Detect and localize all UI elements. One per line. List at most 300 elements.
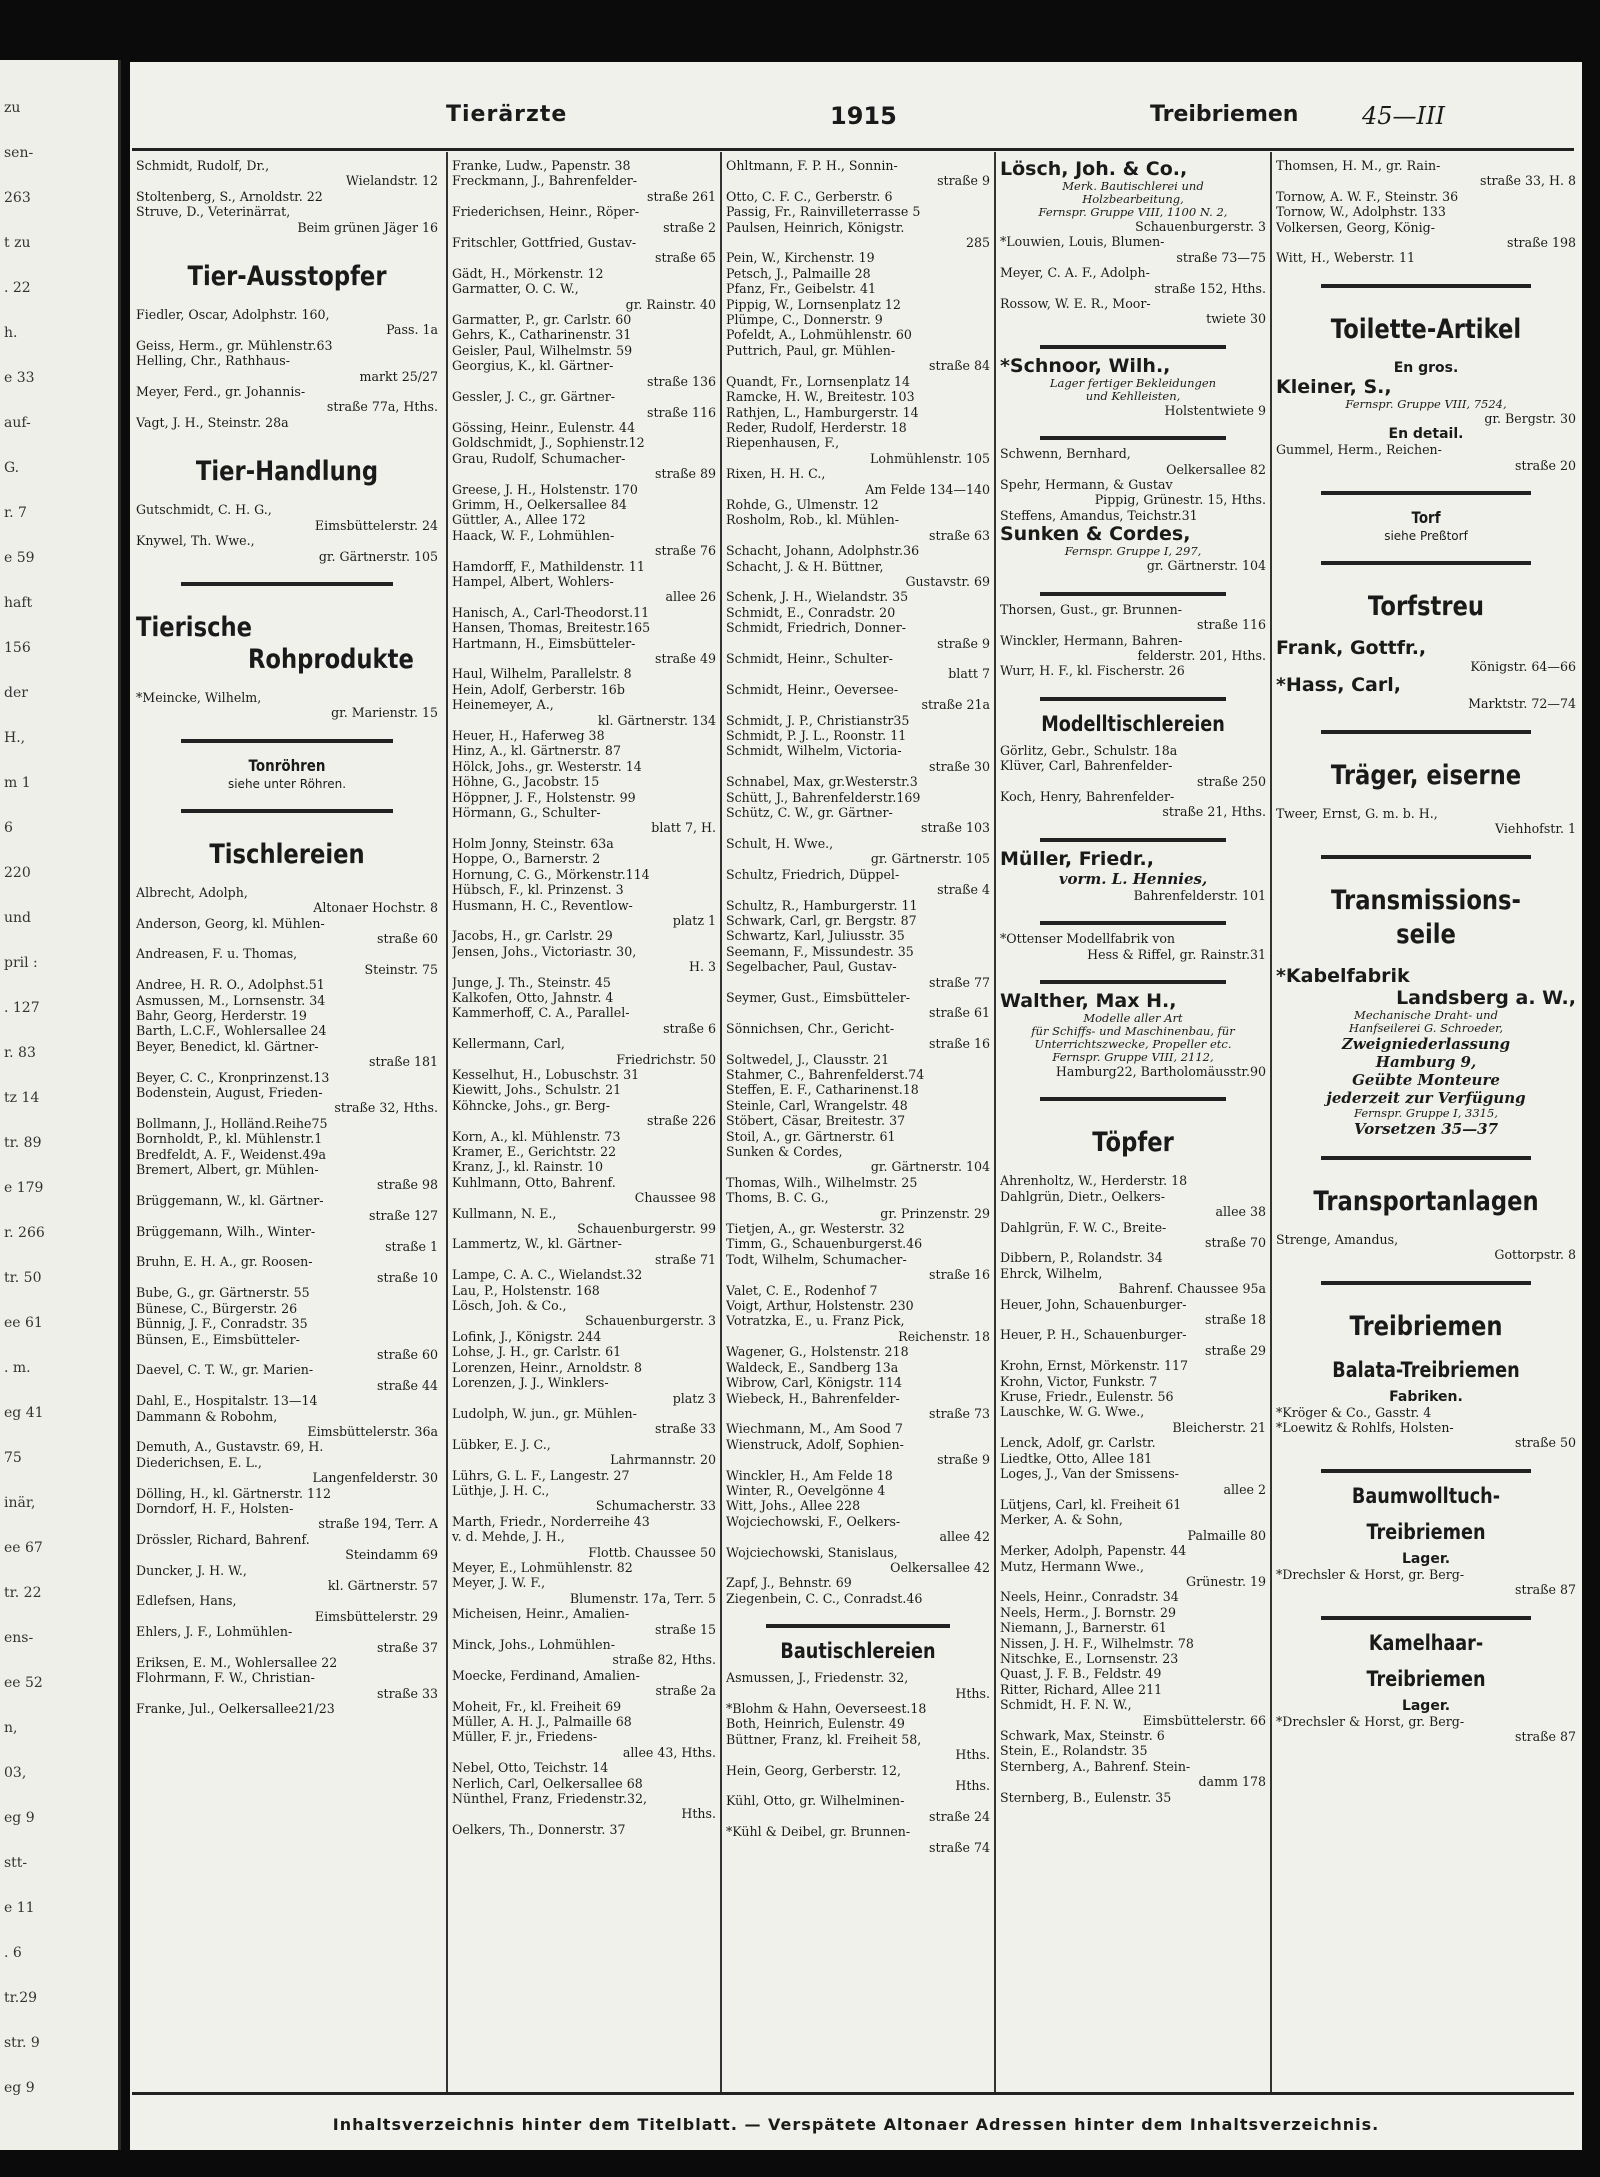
gutter-fragment: 75 bbox=[4, 1450, 22, 1466]
directory-entry bbox=[1000, 446, 1266, 477]
entry-name: Thomas, Wilh., Wilhelmstr. 25 bbox=[726, 1174, 918, 1190]
entry-name: Moecke, Ferdinand, Amalien- bbox=[452, 1667, 640, 1683]
directory-entry bbox=[1000, 1189, 1266, 1220]
directory-entry bbox=[726, 220, 990, 251]
entry-address: straße 9 bbox=[937, 1452, 990, 1468]
entry-name: Winter, R., Oevelgönne 4 bbox=[726, 1482, 886, 1498]
directory-entry bbox=[136, 533, 438, 564]
directory-entry bbox=[726, 1716, 990, 1731]
gutter-fragment: 220 bbox=[4, 865, 31, 881]
directory-entry bbox=[726, 497, 990, 512]
entry-address: allee 43, Hths. bbox=[622, 1744, 716, 1760]
entry-name: Quandt, Fr., Lornsenplatz 14 bbox=[726, 373, 910, 389]
entry-address: allee 42 bbox=[939, 1529, 990, 1545]
directory-entry bbox=[726, 1701, 990, 1716]
entry-name: Hinz, A., kl. Gärtnerstr. 87 bbox=[452, 743, 621, 759]
entry-address: straße 87 bbox=[1515, 1582, 1576, 1598]
gutter-fragment: . 127 bbox=[4, 1000, 40, 1016]
advert-detail: Unterrichtszwecke, Propeller etc. bbox=[1034, 1036, 1232, 1051]
directory-entry bbox=[726, 189, 990, 204]
entry-name: Heuer, John, Schauenburger- bbox=[1000, 1296, 1187, 1312]
gutter-fragment: ens- bbox=[4, 1630, 34, 1646]
entry-address: straße 21a bbox=[921, 697, 990, 713]
directory-entry bbox=[1000, 1636, 1266, 1651]
entry-name: Schmidt, Rudolf, Dr., bbox=[136, 158, 270, 173]
subsection-heading: Bautischlereien bbox=[780, 1639, 936, 1664]
entry-address: Blumenstr. 17a, Terr. 5 bbox=[569, 1590, 716, 1606]
entry-address: Gustavstr. 69 bbox=[905, 573, 990, 589]
directory-entry bbox=[726, 589, 990, 604]
entry-name: Moheit, Fr., kl. Freiheit 69 bbox=[452, 1698, 622, 1714]
entry-name: Tweer, Ernst, G. m. b. H., bbox=[1276, 805, 1438, 821]
entry-name: Duncker, J. H. W., bbox=[136, 1562, 247, 1578]
advert-tag: En gros. bbox=[1393, 359, 1459, 376]
directory-entry bbox=[452, 1298, 716, 1329]
entry-address: Flottb. Chaussee 50 bbox=[588, 1544, 716, 1560]
directory-entry bbox=[136, 1147, 438, 1162]
entry-address: Viehhofstr. 1 bbox=[1495, 821, 1576, 837]
gutter-fragment: . m. bbox=[4, 1360, 31, 1376]
advert-slogan: jederzeit zur Verfügung bbox=[1326, 1088, 1526, 1107]
directory-entry bbox=[136, 1532, 438, 1563]
directory-entry bbox=[726, 204, 990, 219]
entry-name: Schacht, Johann, Adolphstr.36 bbox=[726, 543, 920, 559]
gutter-fragment: str. 9 bbox=[4, 2035, 40, 2051]
directory-entry bbox=[136, 1193, 438, 1224]
directory-entry bbox=[726, 928, 990, 943]
directory-entry bbox=[452, 158, 716, 173]
section-heading-small: Tonröhren bbox=[248, 755, 326, 775]
entry-name: Plümpe, C., Donnerstr. 9 bbox=[726, 312, 883, 328]
entry-address: gr. Gärtnerstr. 104 bbox=[870, 1159, 990, 1175]
cross-reference: siehe Preßtorf bbox=[1384, 529, 1468, 544]
directory-entry bbox=[726, 1313, 990, 1344]
entry-name: Friederichsen, Heinr., Röper- bbox=[452, 204, 640, 220]
gutter-fragment: tz 14 bbox=[4, 1090, 40, 1106]
entry-name: Gutschmidt, C. H. G., bbox=[136, 502, 272, 518]
directory-entry bbox=[1000, 1389, 1266, 1404]
entry-name: Schult, H. Wwe., bbox=[726, 835, 834, 851]
entry-name: Dibbern, P., Rolandstr. 34 bbox=[1000, 1250, 1163, 1266]
entry-address: blatt 7, H. bbox=[651, 820, 716, 836]
entry-address: allee 38 bbox=[1215, 1204, 1266, 1220]
entry-name: Bube, G., gr. Gärtnerstr. 55 bbox=[136, 1285, 310, 1301]
directory-entry bbox=[1000, 931, 1266, 962]
directory-entry bbox=[452, 1375, 716, 1406]
entry-address: straße 250 bbox=[1197, 773, 1266, 789]
directory-entry bbox=[452, 281, 716, 312]
subsection-heading: Balata-Treibriemen bbox=[1332, 1357, 1520, 1382]
entry-name: Kramer, E., Gerichtstr. 22 bbox=[452, 1144, 617, 1159]
directory-entry bbox=[452, 990, 716, 1005]
directory-entry bbox=[726, 343, 990, 374]
directory-entry bbox=[136, 1362, 438, 1393]
directory-entry bbox=[452, 975, 716, 990]
entry-name: Hansen, Thomas, Breitestr.165 bbox=[452, 620, 651, 636]
directory-entry bbox=[136, 1285, 438, 1300]
entry-name: Bodenstein, August, Frieden- bbox=[136, 1085, 323, 1100]
directory-entry bbox=[452, 620, 716, 635]
entry-name: Gädt, H., Mörkenstr. 12 bbox=[452, 265, 604, 281]
entry-name: Schmidt, J. P., Christianstr35 bbox=[726, 712, 910, 728]
entry-address: twiete 30 bbox=[1206, 311, 1266, 327]
entry-address: Am Felde 134—140 bbox=[865, 481, 990, 497]
entry-name: Hornung, C. G., Mörkenstr.114 bbox=[452, 866, 650, 882]
entry-name: Niemann, J., Barnerstr. 61 bbox=[1000, 1620, 1167, 1636]
directory-entry bbox=[452, 1005, 716, 1036]
entry-name: Bredfeldt, A. F., Weidenst.49a bbox=[136, 1146, 327, 1162]
advert-name: Landsberg a. W., bbox=[1396, 986, 1576, 1009]
entry-name: Schacht, J. & H. Büttner, bbox=[726, 558, 884, 574]
entry-address: kl. Gärtnerstr. 134 bbox=[597, 712, 716, 728]
entry-name: Pippig, W., Lornsenplatz 12 bbox=[726, 296, 901, 312]
entry-name: Thorsen, Gust., gr. Brunnen- bbox=[1000, 601, 1182, 617]
directory-entry bbox=[136, 1039, 438, 1070]
entry-name: *Loewitz & Rohlfs, Holsten- bbox=[1276, 1419, 1454, 1435]
entry-name: Lenck, Adolf, gr. Carlstr. bbox=[1000, 1435, 1156, 1451]
entry-address: straße 63 bbox=[929, 527, 990, 543]
entry-address: gr. Prinzenstr. 29 bbox=[880, 1205, 990, 1221]
directory-entry bbox=[726, 1763, 990, 1794]
directory-entry bbox=[726, 1298, 990, 1313]
entry-name: Todt, Wilhelm, Schumacher- bbox=[726, 1251, 907, 1267]
section-heading: Träger, eiserne bbox=[1330, 759, 1522, 791]
directory-entry bbox=[726, 605, 990, 620]
section-separator bbox=[1040, 980, 1226, 984]
entry-name: Hartmann, H., Eimsbütteler- bbox=[452, 635, 636, 651]
entry-name: Schenk, J. H., Wielandstr. 35 bbox=[726, 589, 909, 605]
advert-tag: Fabriken. bbox=[1389, 1388, 1463, 1405]
section-separator bbox=[1040, 592, 1226, 596]
entry-address: straße 33, H. 8 bbox=[1480, 173, 1576, 189]
directory-entry bbox=[1000, 1666, 1266, 1681]
directory-entry bbox=[726, 281, 990, 296]
entry-address: straße 82, Hths. bbox=[612, 1652, 716, 1668]
entry-address: straße 74 bbox=[929, 1839, 990, 1855]
directory-entry bbox=[726, 620, 990, 651]
entry-address: straße 65 bbox=[655, 250, 716, 266]
gutter-fragment: eg 9 bbox=[4, 2080, 35, 2096]
directory-entry bbox=[1000, 663, 1266, 678]
column-1 bbox=[136, 158, 438, 2090]
entry-name: Rossow, W. E. R., Moor- bbox=[1000, 296, 1151, 312]
entry-name: Bruhn, E. H. A., gr. Roosen- bbox=[136, 1254, 313, 1270]
directory-entry bbox=[726, 959, 990, 990]
directory-entry bbox=[726, 1082, 990, 1097]
entry-name: Puttrich, Paul, gr. Mühlen- bbox=[726, 342, 896, 358]
directory-entry bbox=[726, 1824, 990, 1855]
directory-entry bbox=[726, 1067, 990, 1082]
entry-address: straße 15 bbox=[655, 1621, 716, 1637]
gutter-fragment: tr. 22 bbox=[4, 1585, 42, 1601]
directory-entry bbox=[1000, 477, 1266, 508]
entry-address: blatt 7 bbox=[948, 666, 990, 682]
entry-name: Lütjens, Carl, kl. Freiheit 61 bbox=[1000, 1496, 1182, 1512]
advert-detail: Merk. Bautischlerei und bbox=[1062, 179, 1204, 193]
gutter-fragment: stt- bbox=[4, 1855, 28, 1871]
entry-address: Beim grünen Jäger 16 bbox=[297, 219, 438, 235]
directory-entry bbox=[452, 1067, 716, 1082]
entry-address: straße 194, Terr. A bbox=[318, 1516, 438, 1532]
entry-name: Nebel, Otto, Teichstr. 14 bbox=[452, 1760, 609, 1776]
previous-page-edge bbox=[0, 60, 121, 2150]
gutter-fragment: n, bbox=[4, 1720, 18, 1736]
entry-name: Merker, Adolph, Papenstr. 44 bbox=[1000, 1543, 1187, 1559]
advert-name: Kleiner, S., bbox=[1276, 375, 1392, 398]
entry-address: Palmaille 80 bbox=[1187, 1527, 1266, 1543]
entry-name: Minck, Johs., Lohmühlen- bbox=[452, 1637, 616, 1652]
directory-entry bbox=[726, 1437, 990, 1468]
entry-name: Daevel, C. T. W., gr. Marien- bbox=[136, 1362, 314, 1378]
column-3 bbox=[726, 158, 990, 2090]
directory-entry bbox=[452, 1036, 716, 1067]
directory-entry bbox=[136, 384, 438, 415]
entry-name: Stein, E., Rolandstr. 35 bbox=[1000, 1743, 1148, 1759]
entry-name: Görlitz, Gebr., Schulstr. 18a bbox=[1000, 742, 1178, 758]
directory-entry bbox=[136, 204, 438, 235]
directory-entry bbox=[1000, 758, 1266, 789]
entry-name: Anderson, Georg, kl. Mühlen- bbox=[136, 915, 325, 931]
entry-name: Segelbacher, Paul, Gustav- bbox=[726, 959, 897, 975]
directory-entry bbox=[726, 420, 990, 435]
directory-entry bbox=[452, 790, 716, 805]
directory-entry bbox=[1000, 1435, 1266, 1450]
entry-name: Bünsen, E., Eimsbütteler- bbox=[136, 1331, 300, 1347]
section-separator bbox=[1321, 730, 1531, 734]
entry-address: Eimsbüttelerstr. 29 bbox=[314, 1608, 438, 1624]
directory-entry bbox=[1000, 1559, 1266, 1590]
entry-name: Bremert, Albert, gr. Mühlen- bbox=[136, 1162, 319, 1178]
advert-slogan: vorm. L. Hennies, bbox=[1058, 869, 1208, 888]
entry-address: gr. Gärtnerstr. 105 bbox=[870, 851, 990, 867]
directory-entry bbox=[452, 1729, 716, 1760]
section-separator bbox=[181, 582, 392, 586]
entry-address: allee 2 bbox=[1223, 1481, 1266, 1497]
directory-entry bbox=[452, 944, 716, 975]
gutter-fragment: 263 bbox=[4, 190, 31, 206]
directory-entry bbox=[136, 690, 438, 721]
section-separator bbox=[1321, 1469, 1531, 1473]
entry-name: Wiebeck, H., Bahrenfelder- bbox=[726, 1390, 900, 1406]
section-heading-small: Torf bbox=[1411, 508, 1441, 528]
entry-name: Schultz, R., Hamburgerstr. 11 bbox=[726, 897, 918, 913]
entry-address: straße 6 bbox=[663, 1020, 716, 1036]
directory-entry bbox=[452, 1082, 716, 1097]
entry-name: Mutz, Hermann Wwe., bbox=[1000, 1558, 1145, 1574]
gutter-fragment: e 11 bbox=[4, 1900, 35, 1916]
entry-name: Neels, Heinr., Conradstr. 34 bbox=[1000, 1589, 1179, 1605]
directory-entry bbox=[1276, 1567, 1576, 1598]
entry-name: Tietjen, A., gr. Westerstr. 32 bbox=[726, 1221, 905, 1237]
directory-entry bbox=[726, 1221, 990, 1236]
directory-entry bbox=[1000, 1220, 1266, 1251]
directory-entry bbox=[1276, 1232, 1576, 1263]
entry-address: straße 37 bbox=[377, 1639, 438, 1655]
directory-entry bbox=[726, 682, 990, 713]
entry-address: Lohmühlenstr. 105 bbox=[869, 450, 990, 466]
entry-address: Wielandstr. 12 bbox=[345, 173, 438, 189]
directory-entry bbox=[726, 374, 990, 389]
entry-name: Schmidt, P. J. L., Roonstr. 11 bbox=[726, 728, 907, 744]
directory-entry bbox=[452, 497, 716, 512]
entry-address: damm 178 bbox=[1198, 1774, 1266, 1790]
entry-name: Quast, J. F. B., Feldstr. 49 bbox=[1000, 1666, 1162, 1682]
section-separator bbox=[1321, 561, 1531, 565]
entry-address: Hths. bbox=[955, 1747, 990, 1763]
entry-address: straße 21, Hths. bbox=[1162, 804, 1266, 820]
section-separator bbox=[1321, 1616, 1531, 1620]
entry-name: Marth, Friedr., Norderreihe 43 bbox=[452, 1513, 650, 1529]
directory-entry bbox=[1000, 1620, 1266, 1635]
entry-name: Ritter, Richard, Allee 211 bbox=[1000, 1681, 1163, 1697]
entry-name: Merker, A. & Sohn, bbox=[1000, 1512, 1123, 1528]
entry-name: Hoppe, O., Barnerstr. 2 bbox=[452, 851, 601, 867]
entry-name: Edlefsen, Hans, bbox=[136, 1593, 237, 1609]
directory-entry bbox=[452, 1159, 716, 1174]
directory-entry bbox=[136, 1409, 438, 1440]
directory-entry bbox=[136, 1393, 438, 1408]
entry-name: Junge, J. Th., Steinstr. 45 bbox=[452, 974, 611, 990]
entry-address: straße 226 bbox=[647, 1113, 716, 1129]
entry-address: straße 32, Hths. bbox=[334, 1100, 438, 1116]
directory-entry bbox=[136, 1701, 438, 1716]
directory-entry bbox=[452, 327, 716, 342]
directory-entry bbox=[452, 1514, 716, 1529]
section-heading: Toilette-Artikel bbox=[1330, 313, 1522, 345]
gutter-fragment: . 6 bbox=[4, 1945, 22, 1961]
entry-name: Ohltmann, F. P. H., Sonnin- bbox=[726, 158, 898, 173]
directory-entry bbox=[726, 1113, 990, 1128]
section-heading: Tierische bbox=[136, 611, 253, 643]
advert-detail: Modelle aller Art bbox=[1083, 1010, 1183, 1025]
entry-name: Georgius, K., kl. Gärtner- bbox=[452, 358, 614, 374]
directory-entry bbox=[452, 805, 716, 836]
entry-name: Dammann & Robohm, bbox=[136, 1408, 278, 1424]
entry-name: Kalkofen, Otto, Jahnstr. 4 bbox=[452, 989, 614, 1005]
gutter-fragment: e 59 bbox=[4, 550, 35, 566]
entry-name: Ziegenbein, C. C., Conradst.46 bbox=[726, 1590, 923, 1606]
entry-name: Thoms, B. C. G., bbox=[726, 1190, 829, 1206]
gutter-fragment: 156 bbox=[4, 640, 31, 656]
entry-name: Goldschmidt, J., Sophienstr.12 bbox=[452, 435, 645, 451]
gutter-fragment: H., bbox=[4, 730, 26, 746]
entry-name: Rohde, G., Ulmenstr. 12 bbox=[726, 496, 879, 512]
directory-entry bbox=[726, 1793, 990, 1824]
advert-detail: Mechanische Draht- und bbox=[1354, 1007, 1498, 1022]
directory-entry bbox=[1000, 508, 1266, 523]
advert-name: *Hass, Carl, bbox=[1276, 674, 1401, 697]
entry-name: Stoltenberg, S., Arnoldstr. 22 bbox=[136, 188, 323, 204]
entry-name: Lösch, Joh. & Co., bbox=[452, 1298, 567, 1314]
entry-address: straße 84 bbox=[929, 358, 990, 374]
gutter-fragment: eg 41 bbox=[4, 1405, 44, 1421]
column-2 bbox=[452, 158, 716, 2090]
entry-name: Schmidt, E., Conradstr. 20 bbox=[726, 604, 896, 620]
entry-address: straße 73—75 bbox=[1176, 249, 1266, 265]
entry-address: straße 33 bbox=[655, 1421, 716, 1437]
entry-name: Schmidt, H. F. N. W., bbox=[1000, 1697, 1132, 1713]
entry-name: Dölling, H., kl. Gärtnerstr. 112 bbox=[136, 1485, 332, 1501]
section-heading: Tier-Ausstopfer bbox=[187, 261, 387, 293]
directory-entry bbox=[452, 204, 716, 235]
gutter-fragment: tr. 89 bbox=[4, 1135, 42, 1151]
entry-name: Otto, C. F. C., Gerberstr. 6 bbox=[726, 188, 893, 204]
advert-name: Lösch, Joh. & Co., bbox=[1000, 158, 1188, 180]
entry-name: Voigt, Arthur, Holstenstr. 230 bbox=[726, 1298, 914, 1314]
advert-name: Müller, Friedr., bbox=[1000, 847, 1154, 870]
directory-entry bbox=[452, 574, 716, 605]
directory-entry bbox=[452, 1437, 716, 1468]
entry-name: Soltwedel, J., Clausstr. 21 bbox=[726, 1051, 890, 1067]
gutter-fragment: ee 67 bbox=[4, 1540, 43, 1556]
entry-name: Krohn, Victor, Funkstr. 7 bbox=[1000, 1373, 1158, 1389]
entry-address: straße 73 bbox=[929, 1405, 990, 1421]
entry-name: Both, Heinrich, Eulenstr. 49 bbox=[726, 1716, 905, 1732]
entry-name: Schwenn, Bernhard, bbox=[1000, 446, 1131, 462]
entry-name: Kranz, J., kl. Rainstr. 10 bbox=[452, 1159, 604, 1175]
entry-name: Helling, Chr., Rathhaus- bbox=[136, 353, 290, 369]
directory-entry bbox=[452, 1483, 716, 1514]
directory-entry bbox=[136, 1301, 438, 1316]
entry-name: Lauschke, W. G. Wwe., bbox=[1000, 1404, 1145, 1420]
entry-name: Geiss, Herm., gr. Mühlenstr.63 bbox=[136, 337, 333, 353]
directory-entry bbox=[1276, 1420, 1576, 1451]
entry-address: straße 70 bbox=[1205, 1235, 1266, 1250]
entry-name: Vagt, J. H., Steinstr. 28a bbox=[136, 414, 289, 430]
entry-name: Andree, H. R. O., Adolphst.51 bbox=[136, 977, 325, 993]
entry-name: Dahlgrün, Dietr., Oelkers- bbox=[1000, 1188, 1165, 1204]
directory-entry bbox=[1000, 1697, 1266, 1728]
entry-name: Koch, Henry, Bahrenfelder- bbox=[1000, 788, 1175, 804]
directory-entry bbox=[726, 990, 990, 1021]
entry-name: Grau, Rudolf, Schumacher- bbox=[452, 450, 626, 466]
directory-entry bbox=[726, 1175, 990, 1190]
entry-name: Beyer, Benedict, kl. Gärtner- bbox=[136, 1038, 319, 1054]
directory-entry bbox=[452, 1175, 716, 1206]
directory-entry bbox=[1000, 1651, 1266, 1666]
directory-entry bbox=[726, 1190, 990, 1221]
entry-address: straße 9 bbox=[937, 635, 990, 651]
gutter-fragment: 6 bbox=[4, 820, 13, 836]
advert-name: Walther, Max H., bbox=[1000, 989, 1177, 1012]
directory-entry bbox=[726, 1545, 990, 1576]
entry-name: Winckler, H., Am Felde 18 bbox=[726, 1467, 893, 1483]
running-head-left: Tierärzte bbox=[446, 102, 568, 127]
entry-name: Gössing, Heinr., Eulenstr. 44 bbox=[452, 419, 636, 435]
entry-name: Zapf, J., Behnstr. 69 bbox=[726, 1575, 852, 1591]
directory-entry bbox=[452, 898, 716, 929]
entry-name: Spehr, Hermann, & Gustav bbox=[1000, 477, 1173, 493]
entry-name: Heuer, H., Haferweg 38 bbox=[452, 728, 605, 744]
advert-name: *Schnoor, Wilh., bbox=[1000, 354, 1171, 377]
directory-entry bbox=[452, 605, 716, 620]
entry-address: Pass. 1a bbox=[386, 322, 438, 338]
directory-entry bbox=[136, 1670, 438, 1701]
entry-address: straße 61 bbox=[929, 1005, 990, 1021]
entry-name: Steinle, Carl, Wrangelstr. 48 bbox=[726, 1097, 908, 1113]
directory-entry bbox=[1000, 743, 1266, 758]
entry-name: Valet, C. E., Rodenhof 7 bbox=[726, 1282, 878, 1298]
directory-entry bbox=[1000, 1374, 1266, 1389]
directory-entry bbox=[726, 543, 990, 558]
directory-entry bbox=[452, 743, 716, 758]
entry-name: Güttler, A., Allee 172 bbox=[452, 512, 586, 528]
entry-address: straße 76 bbox=[655, 543, 716, 559]
entry-name: Riepenhausen, F., bbox=[726, 435, 840, 451]
directory-entry bbox=[1000, 265, 1266, 296]
entry-name: Wojciechowski, F., Oelkers- bbox=[726, 1513, 901, 1529]
entry-address: straße 198 bbox=[1507, 235, 1576, 251]
